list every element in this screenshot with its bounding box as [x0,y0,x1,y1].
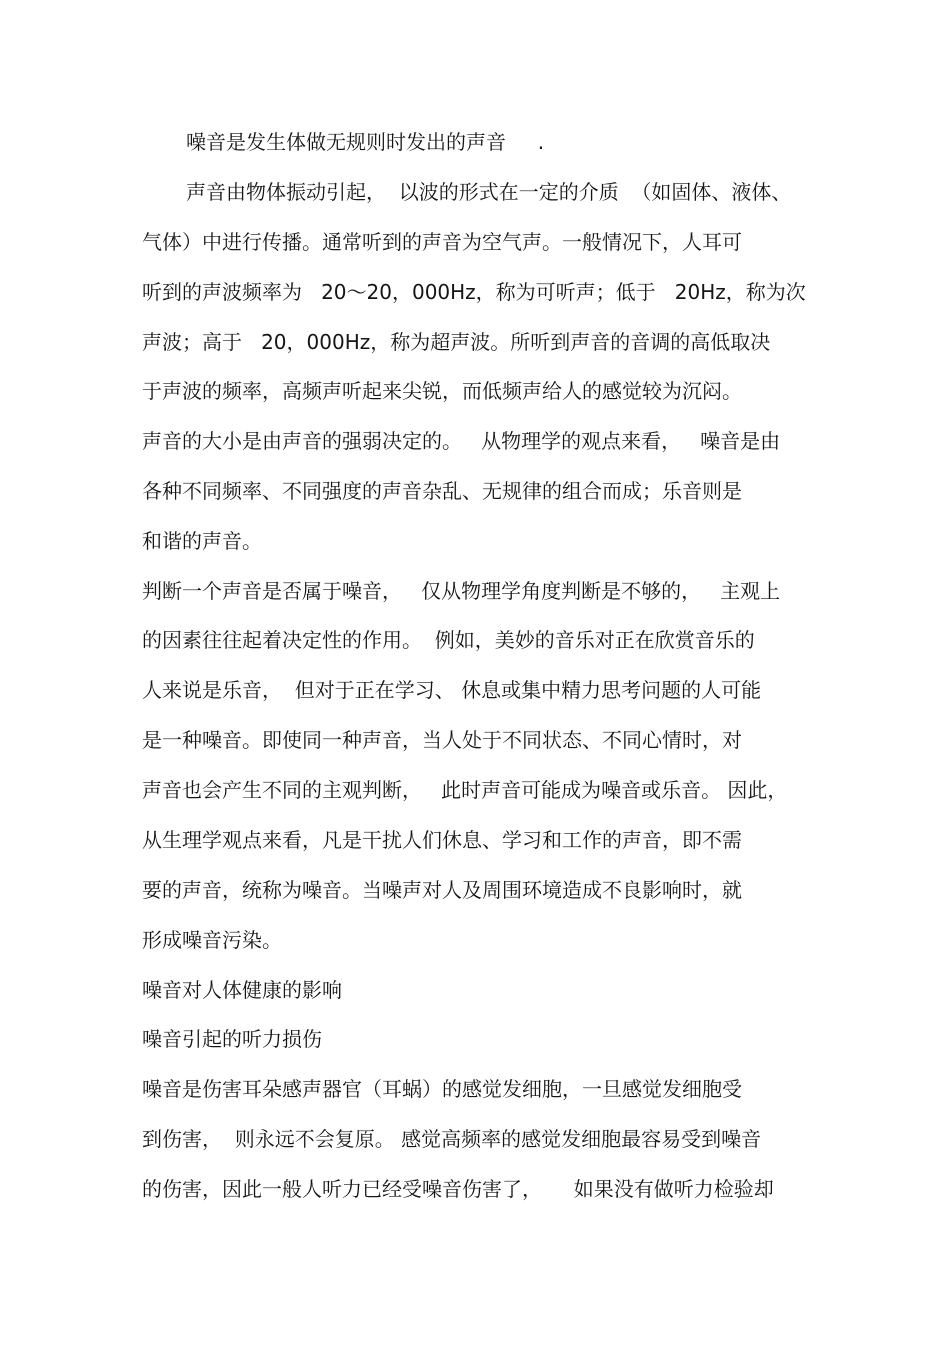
section-heading-health-effects: 噪音对人体健康的影响 [142,978,342,1002]
section-heading-hearing-damage: 噪音引起的听力损伤 [142,1027,322,1051]
paragraph-line-11: 的因素往往起着决定性的作用。 例如，美妙的音乐对正在欣赏音乐的 [142,628,755,652]
paragraph-line-1: 噪音是发生体做无规则时发出的声音 . [186,130,545,154]
paragraph-line-9: 和谐的声音。 [142,529,262,553]
paragraph-line-15: 从生理学观点来看，凡是干扰人们休息、学习和工作的声音，即不需 [142,828,742,852]
paragraph-line-18: 噪音是伤害耳朵感声器官（耳蜗）的感觉发细胞，一旦感觉发细胞受 [142,1077,742,1101]
paragraph-line-12: 人来说是乐音， 但对于正在学习、 休息或集中精力思考问题的人可能 [142,678,762,702]
paragraph-line-20: 的伤害，因此一般人听力已经受噪音伤害了， 如果没有做听力检验却 [142,1177,774,1201]
paragraph-line-5: 声波；高于 20，000Hz，称为超声波。所听到声音的音调的高低取决 [142,330,771,354]
paragraph-line-2: 声音由物体振动引起， 以波的形式在一定的介质 （如固体、液体、 [186,180,792,204]
paragraph-line-4: 听到的声波频率为 20～20，000Hz，称为可听声；低于 20Hz，称为次 [142,280,806,304]
paragraph-line-8: 各种不同频率、不同强度的声音杂乱、无规律的组合而成；乐音则是 [142,479,742,503]
paragraph-line-16: 要的声音，统称为噪音。当噪声对人及周围环境造成不良影响时，就 [142,878,742,902]
paragraph-line-6: 于声波的频率，高频声听起来尖锐，而低频声给人的感觉较为沉闷。 [142,379,742,403]
paragraph-line-14: 声音也会产生不同的主观判断， 此时声音可能成为噪音或乐音。 因此， [142,778,788,802]
paragraph-line-7: 声音的大小是由声音的强弱决定的。 从物理学的观点来看， 噪音是由 [142,429,781,453]
paragraph-line-17: 形成噪音污染。 [142,928,282,952]
paragraph-line-10: 判断一个声音是否属于噪音， 仅从物理学角度判断是不够的， 主观上 [142,579,781,603]
paragraph-line-19: 到伤害， 则永远不会复原。 感觉高频率的感觉发细胞最容易受到噪音 [142,1127,762,1151]
paragraph-line-3: 气体）中进行传播。通常听到的声音为空气声。一般情况下，人耳可 [142,230,742,254]
paragraph-line-13: 是一种噪音。即使同一种声音，当人处于不同状态、不同心情时，对 [142,728,742,752]
